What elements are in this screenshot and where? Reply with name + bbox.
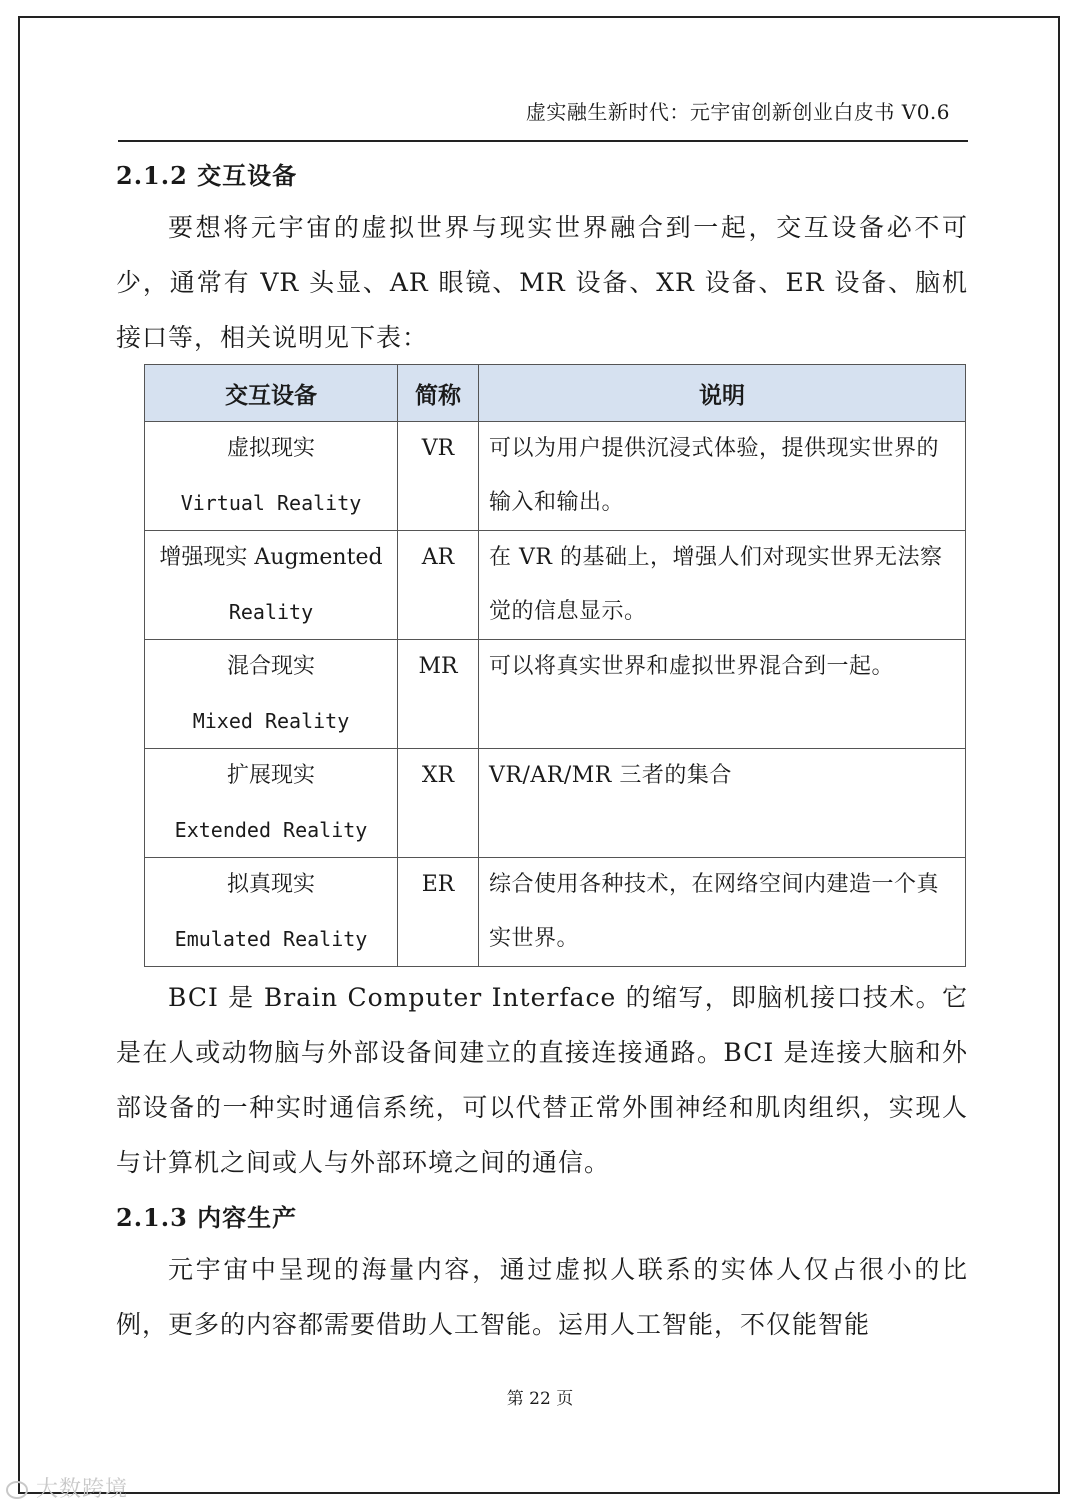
header-device: 交互设备 [145,365,398,422]
header-abbr: 简称 [398,365,479,422]
section-heading-2-1-3: 2.1.3 内容生产 [116,1203,298,1232]
table-row [145,749,966,858]
device-name-cn: 拟真现实 [226,872,315,897]
device-name-cn: 扩展现实 [226,763,315,788]
abbr-cell: XR [398,749,479,858]
document-header-title: 虚实融生新时代：元宇宙创新创业白皮书 V0.6 [525,100,950,124]
table-row [145,422,966,531]
abbr-cell: VR [398,422,479,531]
device-table [144,364,966,967]
device-name-en: Emulated Reality [174,927,368,951]
abbr-cell: MR [398,640,479,749]
page-number: 第 22 页 [506,1389,574,1409]
table-row [145,640,966,749]
device-name-cn: 虚拟现实 [226,436,315,461]
intro-paragraph: 要想将元宇宙的虚拟世界与现实世界融合到一起，交互设备必不可少，通常有 VR 头显、AR 眼镜、MR 设备、XR 设备、ER 设备、脑机接口等，相关说明见下表： [116,213,968,352]
device-name-en: Reality [228,600,314,624]
description-cell: 在 VR 的基础上，增强人们对现实世界无法察觉的信息显示。 [479,531,966,640]
device-name-en: Extended Reality [174,818,368,842]
abbr-cell: ER [398,858,479,967]
device-name-cn: 混合现实 [226,654,315,679]
section-heading-2-1-2: 2.1.2 交互设备 [116,161,298,190]
table-header-row [145,365,966,422]
description-cell: 可以为用户提供沉浸式体验，提供现实世界的输入和输出。 [479,422,966,531]
abbr-cell: AR [398,531,479,640]
watermark [6,1472,128,1503]
table-row [145,531,966,640]
device-name-en: Mixed Reality [192,709,350,733]
device-cell [145,531,398,640]
description-cell: 综合使用各种技术，在网络空间内建造一个真实世界。 [479,858,966,967]
device-name-cn: 增强现实 Augmented [159,545,383,570]
watermark-logo-icon [6,1481,28,1499]
content-production-paragraph: 元宇宙中呈现的海量内容，通过虚拟人联系的实体人仅占很小的比例，更多的内容都需要借助人工智能。运用人工智能，不仅能智能 [116,1255,968,1339]
watermark-text: 大数跨境 [36,1477,129,1502]
device-cell [145,640,398,749]
device-name-en: Virtual Reality [180,491,362,515]
device-cell [145,422,398,531]
header-divider [118,140,968,142]
device-cell [145,749,398,858]
bci-paragraph: BCI 是 Brain Computer Interface 的缩写，即脑机接口技术。它是在人或动物脑与外部设备间建立的直接连接通路。BCI 是连接大脑和外部设备的一种实时通信系统，可以代替正常外围神经和肌肉组织，实现人与计算机之间或人与外部环境之间的通信。 [116,983,968,1177]
table-row [145,858,966,967]
description-cell: VR/AR/MR 三者的集合 [479,749,966,858]
device-cell [145,858,398,967]
header-description: 说明 [479,365,966,422]
description-cell: 可以将真实世界和虚拟世界混合到一起。 [479,640,966,749]
